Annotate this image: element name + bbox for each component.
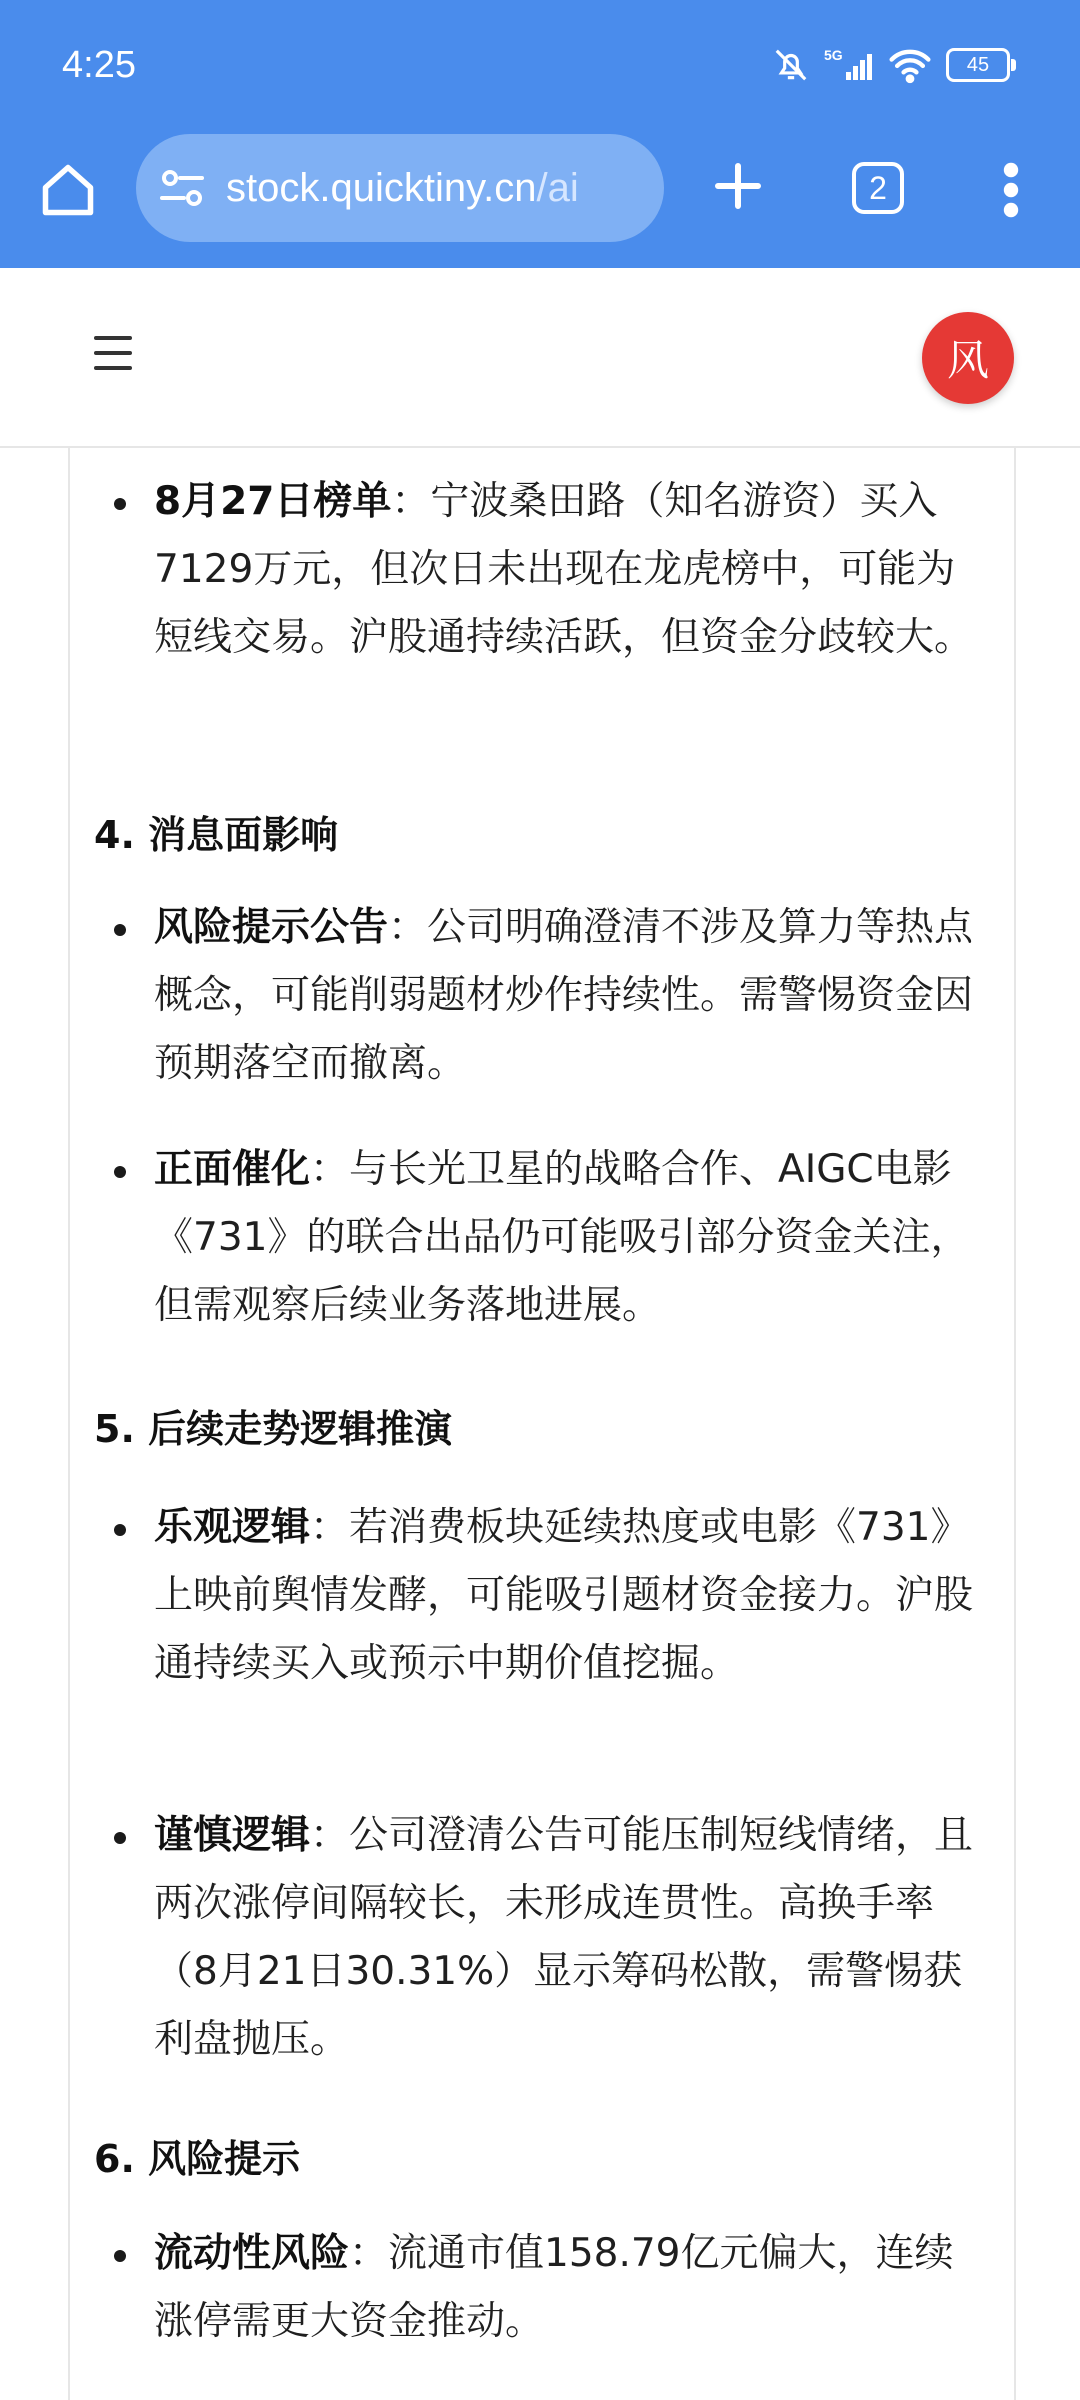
item-text: ：公司明确澄清不涉及算力等热点概念，可能削弱题材炒作持续性。需警惕资金因预期落空而撤离。	[154, 905, 974, 1086]
battery-icon: 45	[946, 48, 1010, 82]
bullet-dot	[114, 1832, 126, 1844]
address-bar[interactable]	[136, 134, 664, 242]
site-header	[0, 268, 1080, 448]
item-text: ：宁波桑田路（知名游资）买入7129万元，但次日未出现在龙虎榜中，可能为短线交易。沪股通持续活跃，但资金分歧较大。	[154, 479, 974, 660]
url-domain: stock.quicktiny.cn	[226, 166, 537, 210]
section-heading-5: 5. 后续走势逻辑推演	[94, 1407, 453, 1451]
item-text: ：与长光卫星的战略合作、AIGC电影《731》的联合出品仍可能吸引部分资金关注，但需观察后续业务落地进展。	[154, 1147, 970, 1328]
tab-switcher-button[interactable]: 2	[852, 162, 904, 214]
mute-bell-icon	[772, 46, 810, 84]
wifi-icon	[888, 46, 932, 84]
browser-toolbar	[0, 0, 1080, 268]
status-icons	[772, 46, 1010, 84]
section-heading-4: 4. 消息面影响	[94, 813, 339, 857]
url-path: /ai	[536, 166, 579, 210]
item-text: ：流通市值158.79亿元偏大，连续涨停需更大资金推动。	[154, 2231, 954, 2344]
hamburger-menu-icon[interactable]	[94, 336, 132, 370]
item-title: 乐观逻辑	[154, 1505, 311, 1550]
item-text: ：公司澄清公告可能压制短线情绪，且两次涨停间隔较长，未形成连贯性。高换手率（8月21日30.31%）显示筹码松散，需警惕获利盘抛压。	[154, 1813, 974, 2062]
item-title: 流动性风险	[154, 2231, 350, 2276]
home-icon[interactable]	[38, 160, 98, 220]
item-title: 风险提示公告	[154, 905, 389, 950]
bullet-dot	[114, 1524, 126, 1536]
url-text[interactable]	[226, 166, 650, 211]
more-menu-icon[interactable]	[994, 160, 1028, 220]
bullet-dot	[114, 498, 126, 510]
item-text: ：若消费板块延续热度或电影《731》上映前舆情发酵，可能吸引题材资金接力。沪股通持续买入或预示中期价值挖掘。	[154, 1505, 974, 1686]
status-time: 4:25	[62, 44, 136, 86]
svg-text:5G: 5G	[824, 47, 843, 63]
item-title: 正面催化	[154, 1147, 311, 1192]
item-title: 谨慎逻辑	[154, 1813, 311, 1858]
section-heading-6: 6. 风险提示	[94, 2137, 301, 2181]
new-tab-icon[interactable]	[708, 156, 768, 216]
article-content	[68, 448, 1016, 2400]
bullet-dot	[114, 924, 126, 936]
bullet-dot	[114, 1166, 126, 1178]
item-title: 8月27日榜单	[154, 479, 392, 524]
signal-5g-icon	[824, 46, 874, 84]
bullet-dot	[114, 2250, 126, 2262]
avatar[interactable]: 风	[922, 312, 1014, 404]
site-settings-icon[interactable]	[158, 168, 206, 208]
